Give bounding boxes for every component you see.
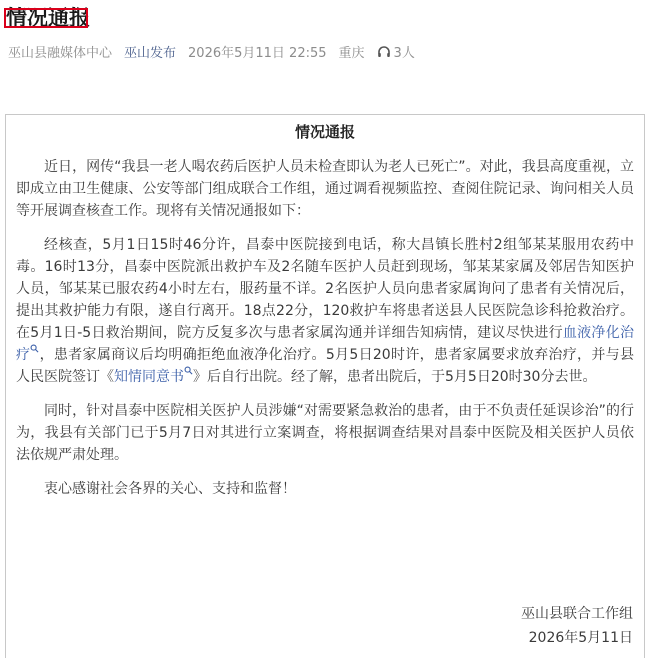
search-icon[interactable] xyxy=(184,366,193,375)
p2-text-a: 经核查，5月1日15时46分许，昌泰中医院接到电话，称大昌镇长胜村2组邹某某服用农药中毒。16时13分，昌泰中医院派出救护车及2名随车医护人员赶到现场，邹某某家属及邻居告知医护人员，邹某某已服农药4小时左右，服药量不详。2名医护人员向患者家属询问了患者有关情况后，提出其救护能力有限，遂自行离开。18点22分，120救护车将患者送县人民医院急诊科抢救治疗。在5月1日-5日救治期间，院方反复多次与患者家属沟通并详细告知病情，建议尽快进行 xyxy=(16,237,634,341)
listener-count: 3人 xyxy=(393,46,415,61)
signature-org: 巫山县联合工作组 xyxy=(521,606,633,622)
notice-paragraph-3: 同时，针对昌泰中医院相关医护人员涉嫌“对需要紧急救治的患者，由于不负责任延误诊治”的行为，我县有关部门已于5月7日对其进行立案调查，将根据调查结果对昌泰中医院及相关医护人员依法依规严肃处理。 xyxy=(16,403,634,463)
author-link[interactable]: 巫山发布 xyxy=(124,46,177,61)
signature-date: 2026年5月11日 xyxy=(528,630,633,646)
p2-text-c: 》后自行出院。经了解，患者出院后，于5月5日20时30分去世。 xyxy=(193,369,597,385)
search-icon[interactable] xyxy=(30,344,39,353)
notice-title: 情况通报 xyxy=(294,123,355,141)
headphones-icon xyxy=(377,45,391,59)
consent-form-link[interactable]: 知情同意书 xyxy=(114,369,184,385)
p2-text-b: ，患者家属商议后均明确拒绝血液净化治疗。5月5日20时许，患者家属要求放弃治疗，并与县人民医院签订《 xyxy=(16,347,634,385)
location: 重庆 xyxy=(338,46,365,61)
notice-paragraph-4: 衷心感谢社会各界的关心、支持和监督！ xyxy=(44,481,296,497)
source-name[interactable]: 巫山县融媒体中心 xyxy=(8,46,113,61)
notice-box xyxy=(5,114,645,658)
publish-time: 2026年5月11日 22:55 xyxy=(188,46,327,61)
notice-paragraph-2 xyxy=(16,234,634,388)
listen-button[interactable] xyxy=(377,42,415,61)
article-title: 情况通报 xyxy=(6,6,90,30)
notice-paragraph-1: 近日，网传“我县一老人喝农药后医护人员未检查即认为老人已死亡”。对此，我县高度重视，立即成立由卫生健康、公安等部门组成联合工作组，通过调看视频监控、查阅住院记录、询问相关人员等开展调查核查工作。现将有关情况通报如下： xyxy=(16,159,634,219)
blood-purification-link[interactable]: 血液净化治疗 xyxy=(16,325,634,363)
article-meta xyxy=(8,42,415,61)
